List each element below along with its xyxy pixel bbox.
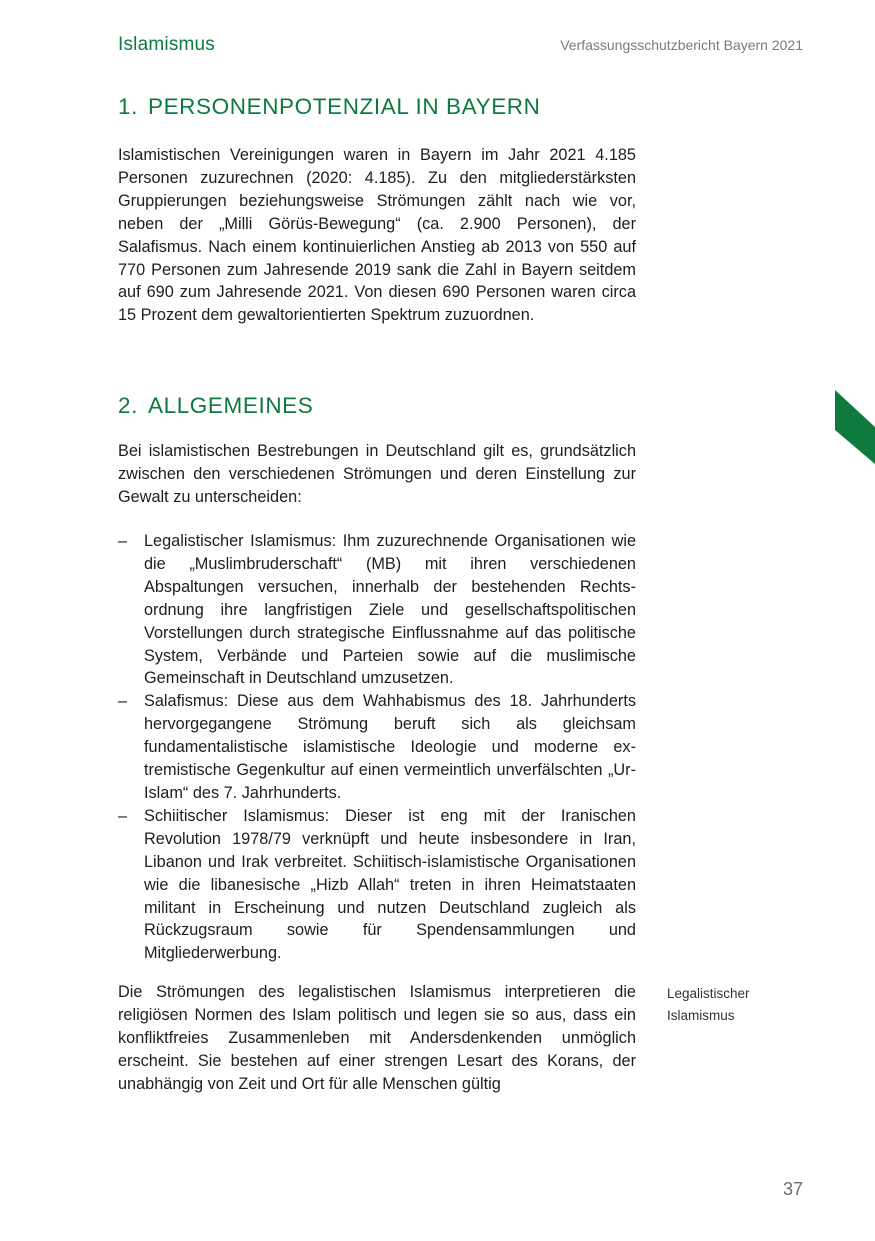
list-dash: – — [118, 692, 128, 711]
chapter-title: Islamismus — [118, 34, 216, 55]
list-item — [118, 530, 636, 690]
margin-note-line-1: Legalistischer — [667, 986, 750, 1001]
closing-paragraph: Die Strömungen des legalistischen Islamismus interpretieren die religiösen Normen des Islam politisch und legen sie so aus, dass ein konfliktfreies Zusammenleben mit Andersdenkenden unmöglich erscheint. Sie bestehen auf einer strengen Lesart des Korans, der unabhängig von Zeit und Ort für alle Menschen gültig — [118, 983, 636, 1093]
list-item-text: Salafismus: Diese aus dem Wahhabismus des 18. Jahrhunderts hervorgegangene Strömung beruft sich als gleichsam fundamentalistische islamistische Ideologie und moderne extremistische Gegenkultur auf einen vermeintlich unverfälschten „Ur-Islam“ des 7. Jahrhunderts. — [144, 692, 636, 802]
list-dash: – — [118, 806, 128, 825]
section-1-heading — [118, 94, 541, 120]
section-1-number: 1. — [118, 94, 138, 119]
list-item — [118, 690, 636, 805]
page-number: 37 — [782, 1179, 803, 1199]
section-2-intro: Bei islamistischen Bestrebungen in Deutschland gilt es, grundsätzlich zwischen den verschiedenen Strömungen und deren Einstellung zur Gewalt zu unterscheiden: — [118, 442, 636, 506]
chapter-tab-marker — [835, 390, 875, 464]
list-item — [118, 805, 636, 965]
margin-note — [667, 983, 750, 1027]
section-2-title: ALLGEMEINES — [147, 393, 314, 418]
section-1-title: PERSONENPOTENZIAL IN BAYERN — [147, 94, 541, 119]
section-2-heading — [118, 393, 313, 419]
section-1-paragraph: Islamistischen Vereinigungen waren in Bayern im Jahr 2021 4.185 Personen zuzurechnen (2020: 4.185). Zu den mitgliederstärksten Gruppierungen beziehungsweise Strömungen zählt nach wie vor, neben der „Milli Görüs-Bewegung“ (ca. 2.900 Personen), der Salafismus. Nach einem kontinuierlichen Anstieg ab 2013 von 550 auf 770 Personen zum Jahresende 2019 sank die Zahl in Bayern seitdem auf 690 zum Jahresende 2021. Von diesen 690 Personen waren circa 15 Prozent dem gewaltorientierten Spektrum zuzuordnen. — [118, 146, 636, 325]
current-types-list — [118, 530, 636, 965]
chapter-tab-shape — [835, 390, 875, 464]
margin-note-line-2: Islamismus — [667, 1008, 735, 1023]
list-dash: – — [118, 532, 128, 550]
list-item-text: Legalistischer Islamismus: Ihm zuzurechnende Organisationen wie die „Muslimbruderschaft“ (MB) mit ihren verschiedenen Abspaltungen versuchen, innerhalb der bestehenden Rechtsordnung ihre langfristigen Ziele und gesellschaftspolitischen Vorstellungen durch strategische Einflussnahme auf das politische System, Verbände und Parteien sowie auf die muslimische Gemeinschaft in Deutschland umzusetzen. — [144, 532, 636, 688]
list-item-text: Schiitischer Islamismus: Dieser ist eng mit der Iranischen Revolution 1978/79 verknüpft und heute insbesondere in Iran, Libanon und Irak verbreitet. Schiitisch-islamistische Organisationen wie die libanesische „Hizb Allah“ treten in ihren Heimatstaaten militant in Erscheinung und nutzen Deutschland zugleich als Rückzugsraum sowie für Spendensammlungen und Mitgliederwerbung. — [144, 806, 636, 963]
report-title: Verfassungsschutzbericht Bayern 2021 — [560, 37, 803, 53]
section-2-number: 2. — [118, 393, 138, 418]
